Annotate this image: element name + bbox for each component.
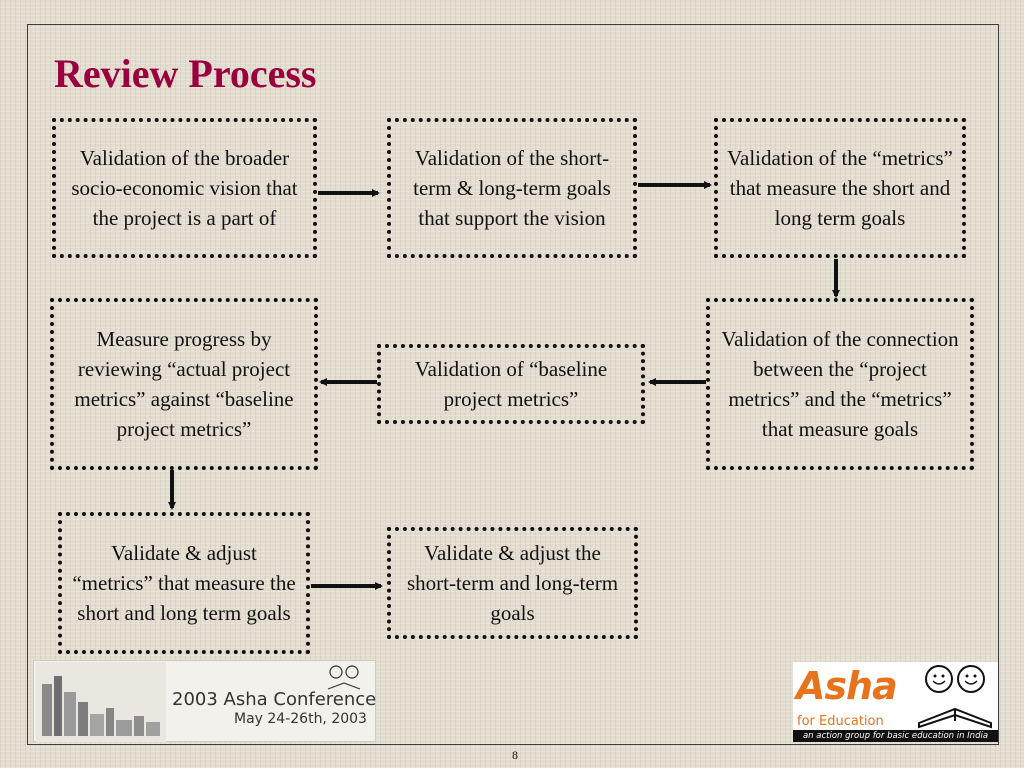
conference-dates: May 24-26th, 2003: [234, 711, 367, 727]
box-adjust-metrics: Validate & adjust “metrics” that measure the short and long term goals: [58, 512, 310, 654]
asha-logo: [793, 662, 998, 742]
box-goals: Validation of the short-term & long-term goals that support the vision: [387, 118, 637, 258]
box-vision: Validation of the broader socio-economic vision that the project is a part of: [52, 118, 317, 258]
city-skyline-icon: [36, 662, 166, 742]
box-baseline: Validation of “baseline project metrics”: [377, 344, 645, 424]
box-metrics: Validation of the “metrics” that measure the short and long term goals: [714, 118, 966, 258]
slide-title: Review Process: [54, 51, 317, 96]
asha-tagline: an action group for basic education in India: [793, 730, 998, 742]
page-number: 8: [512, 748, 518, 762]
asha-wordmark: Asha: [796, 664, 897, 708]
children-reading-icon: [915, 663, 995, 729]
box-adjust-goals: Validate & adjust the short-term and long-term goals: [387, 527, 638, 639]
box-measure-progress: Measure progress by reviewing “actual project metrics” against “baseline project metrics”: [50, 298, 318, 470]
conference-logo: [33, 660, 376, 742]
asha-subtitle: for Education: [797, 714, 884, 729]
conference-title: 2003 Asha Conference: [172, 689, 377, 710]
box-connection: Validation of the connection between the “project metrics” and the “metrics” that measure goals: [706, 298, 974, 470]
